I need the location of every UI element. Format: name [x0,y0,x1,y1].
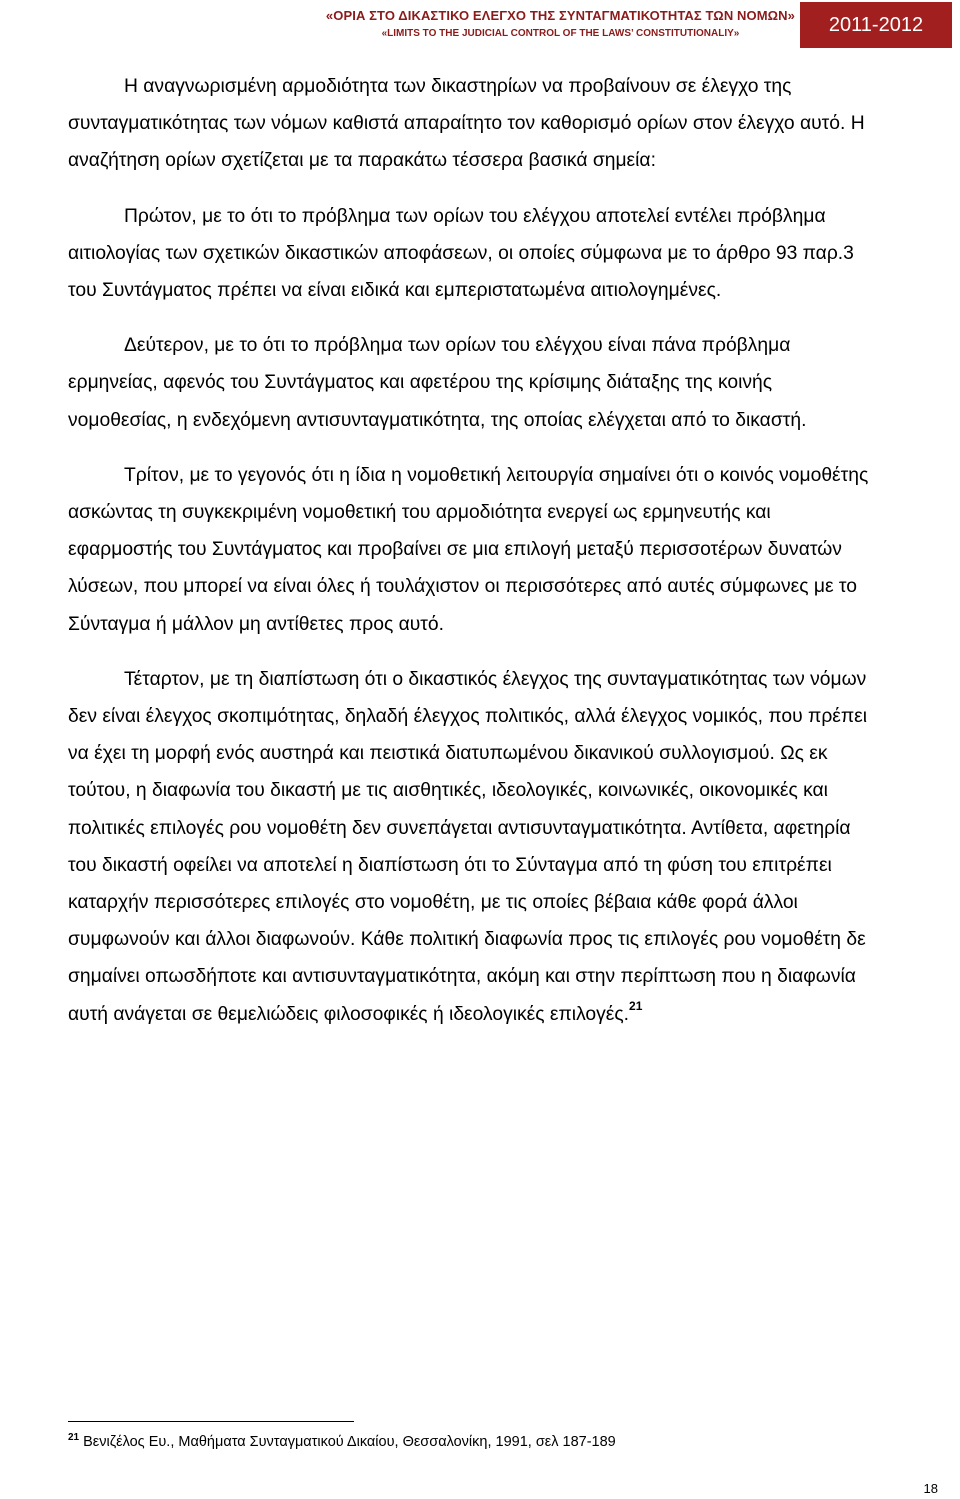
footnote-reference[interactable]: 21 [629,998,643,1013]
footnote-number: 21 [68,1432,80,1443]
page-number: 18 [923,1481,938,1496]
paragraph-first-point: Πρώτον, με το ότι το πρόβλημα των ορίων του ελέγχου αποτελεί εντέλει πρόβλημα αιτιολογίας των σχετικών δικαστικών αποφάσεων, οι οποίες σύμφωνα με το άρθρο 93 παρ.3 του Συντάγματος πρέπει να είναι ειδικά και εμπεριστατωμένα αιτιολογημένες. [68,205,854,302]
header-title-english: «LIMITS TO THE JUDICIAL CONTROL OF THE LAWS’ CONSTITUTIONALIY» [381,28,740,39]
header-title-greek: «ΟΡΙΑ ΣΤΟ ΔΙΚΑΣΤΙΚΟ ΕΛΕΓΧΟ ΤΗΣ ΣΥΝΤΑΓΜΑΤΙΚΟΤΗΤΑΣ ΤΩΝ ΝΟΜΩΝ» [325,8,795,23]
year-badge: 2011-2012 [800,2,952,48]
paragraph-third-point: Τρίτον, με το γεγονός ότι η ίδια η νομοθετική λειτουργία σημαίνει ότι ο κοινός νομοθέτης ασκώντας τη συγκεκριμένη νομοθετική του αρμοδιότητα ενεργεί ως ερμηνευτής και εφαρμοστής του Συντάγματος και προβαίνει σε μια επιλογή μεταξύ περισσοτέρων δυνατών λύσεων, που μπορεί να είναι όλες ή τουλάχιστον οι περισσότερες από αυτές σύμφωνες με το Σύνταγμα ή μάλλον μη αντίθετες προς αυτό. [68,464,869,635]
header-titles [326,8,795,40]
footnote [68,1432,616,1452]
page-header [0,0,960,50]
paragraph-intro: Η αναγνωρισμένη αρμοδιότητα των δικαστηρίων να προβαίνουν σε έλεγχο της συνταγματικότητας των νόμων καθιστά απαραίτητο τον καθορισμό ορίων στον έλεγχο αυτό. Η αναζήτηση ορίων σχετίζεται με τα παρακάτω τέσσερα βασικά σημεία: [68,76,865,172]
paragraph-fourth-point-text: Τέταρτον, με τη διαπίστωση ότι ο δικαστικός έλεγχος της συνταγματικότητας των νόμων δεν είναι έλεγχος σκοπιμότητας, δηλαδή έλεγχος πολιτικός, αλλά έλεγχος νομικός, που πρέπει να έχει τη μορφή ενός αυστηρά και πειστικά διατυπωμένου δικανικού συλλογισμού. Ως εκ τούτου, η διαφωνία του δικαστή με τις αισθητικές, ιδεολογικές, κοινωνικές, οικονομικές και πολιτικές επιλογές ρου νομοθέτη δεν συνεπάγεται αντισυνταγματικότητα. Αντίθετα, αφετηρία του δικαστή οφείλει να αποτελεί η διαπίστωση ότι το Σύνταγμα από τη φύση του επιτρέπει καταρχήν περισσότερες επιλογές στο νομοθέτη, με τις οποίες βέβαια κάθε φορά άλλοι συμφωνούν και άλλοι διαφωνούν. Κάθε πολιτική διαφωνία προς τις επιλογές ρου νομοθέτη δε σημαίνει οπωσδήποτε και αντισυνταγματικότητα, ακόμη και στην περίπτωση που η διαφωνία αυτή ανάγεται σε θεμελιώδεις φιλοσοφικές ή ιδεολογικές επιλογές. [68,668,868,1025]
paragraph-fourth-point [68,661,880,1033]
document-body [68,68,880,1033]
footnote-divider [68,1421,354,1422]
footnote-text: Βενιζέλος Ευ., Μαθήματα Συνταγματικού Δικαίου, Θεσσαλονίκη, 1991, σελ 187-189 [83,1434,616,1450]
paragraph-second-point: Δεύτερον, με το ότι το πρόβλημα των ορίων του ελέγχου είναι πάνα πρόβλημα ερμηνείας, αφενός του Συντάγματος και αφετέρου της κρίσιμης διάταξης της κοινής νομοθεσίας, η ενδεχόμενη αντισυνταγματικότητα, της οποίας ελέγχεται από το δικαστή. [68,335,807,431]
